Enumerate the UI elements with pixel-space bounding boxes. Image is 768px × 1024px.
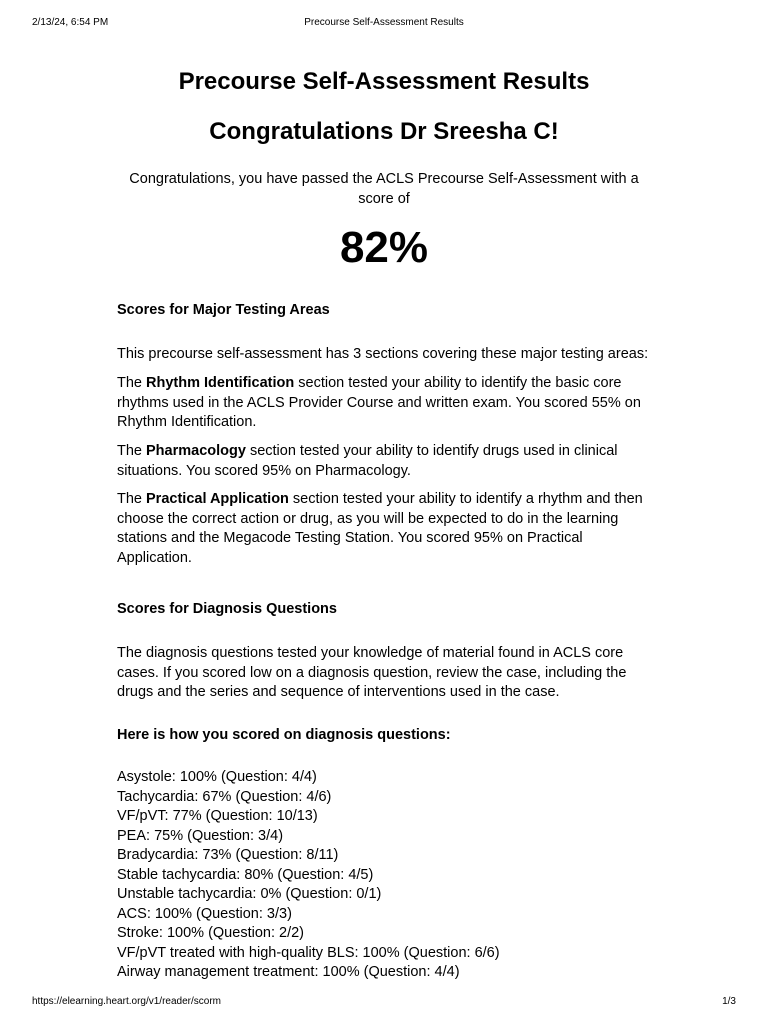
section-description: section tested your ability to identify drugs used in clinical situations. You scored 95% on Pharmacology. bbox=[117, 443, 618, 479]
diagnosis-list-heading: Here is how you scored on diagnosis questions: bbox=[117, 727, 451, 743]
list-item: Stroke: 100% (Question: 2/2) bbox=[117, 925, 304, 941]
section-prefix: The bbox=[117, 491, 147, 507]
section-practical-application bbox=[117, 490, 651, 568]
print-url: https://elearning.heart.org/v1/reader/scorm bbox=[32, 996, 221, 1007]
major-areas-intro: This precourse self-assessment has 3 sections covering these major testing areas: bbox=[117, 346, 649, 362]
section-prefix: The bbox=[117, 443, 147, 459]
congrats-heading: Congratulations Dr Sreesha C! bbox=[209, 118, 559, 145]
page-title: Precourse Self-Assessment Results bbox=[178, 68, 590, 95]
list-item: PEA: 75% (Question: 3/4) bbox=[117, 827, 284, 844]
list-item: Asystole: 100% (Question: 4/4) bbox=[117, 769, 317, 785]
diagnosis-score-list bbox=[117, 768, 651, 983]
list-item: Bradycardia: 73% (Question: 8/11) bbox=[117, 847, 339, 863]
print-footer bbox=[32, 995, 736, 1009]
section-rhythm-identification bbox=[117, 374, 651, 433]
section-pharmacology bbox=[117, 442, 651, 481]
list-item: ACS: 100% (Question: 3/3) bbox=[117, 905, 292, 922]
list-item: Unstable tachycardia: 0% (Question: 0/1) bbox=[117, 886, 382, 902]
pass-intro-text: Congratulations, you have passed the ACLS Precourse Self-Assessment with a score of bbox=[129, 171, 639, 207]
list-item: Stable tachycardia: 80% (Question: 4/5) bbox=[117, 866, 374, 883]
overall-score: 82% bbox=[339, 223, 429, 272]
print-doc-title: Precourse Self-Assessment Results bbox=[304, 17, 464, 28]
print-datetime: 2/13/24, 6:54 PM bbox=[32, 17, 109, 28]
section-prefix: The bbox=[117, 375, 147, 391]
print-header bbox=[32, 16, 736, 30]
page-number: 1/3 bbox=[722, 996, 736, 1007]
list-item: Tachycardia: 67% (Question: 4/6) bbox=[117, 788, 332, 805]
list-item: VF/pVT: 77% (Question: 10/13) bbox=[117, 808, 318, 824]
section-name: Practical Application bbox=[146, 491, 289, 507]
list-item: Airway management treatment: 100% (Question: 4/4) bbox=[117, 964, 460, 980]
list-item: VF/pVT treated with high-quality BLS: 100% (Question: 6/6) bbox=[117, 944, 500, 961]
section-description: section tested your ability to identify a rhythm and then choose the correct action or drug, as you will be expected to do in the learning stations and the Megacode Testing Station. You scored 95% on Practical Application. bbox=[117, 491, 643, 566]
section-description: section tested your ability to identify the basic core rhythms used in the ACLS Provider Course and written exam. You scored 55% on Rhythm Identification. bbox=[117, 375, 641, 430]
diagnosis-intro: The diagnosis questions tested your knowledge of material found in ACLS core cases. If you scored low on a diagnosis question, review the case, including the drugs and the series and sequence of interventions used in the case. bbox=[117, 645, 627, 700]
diagnosis-heading: Scores for Diagnosis Questions bbox=[117, 601, 337, 617]
major-areas-heading: Scores for Major Testing Areas bbox=[117, 302, 330, 318]
section-name: Pharmacology bbox=[146, 443, 246, 459]
section-name: Rhythm Identification bbox=[146, 375, 295, 391]
